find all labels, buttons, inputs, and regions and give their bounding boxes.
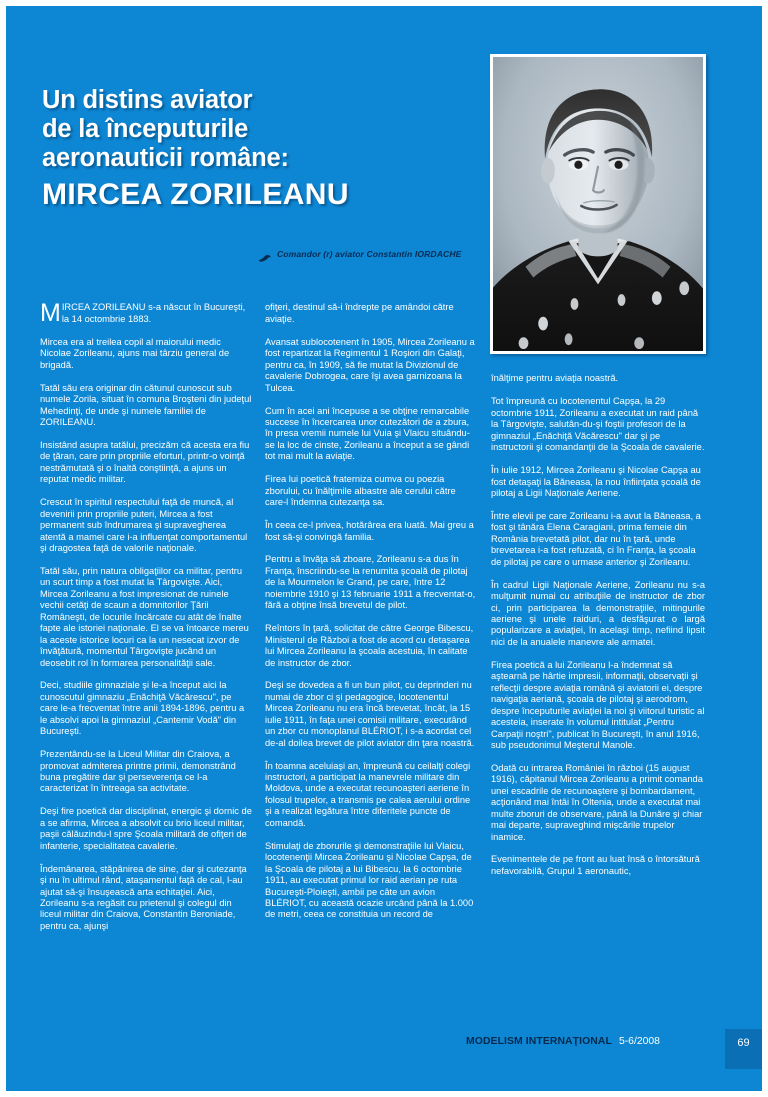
title-line-1: Un distins aviator [42, 86, 253, 114]
paragraph: Firea poetică a lui Zorileanu l-a îndemnat să aştearnă pe hârtie impresii, informaţii, observaţii şi reflecţii despre aviaţia română şi aviatorii ei, despre navigaţia aeriană, şcoala de pilotaj şi aerodrom, despre începuturile aviaţiei la noi şi viitorul turistic al acesteia, inserate în volumul intitulat „Pentru Carpaţii noştri", publicat în Bucureşti, în anul 1916, sub pseudonimul Meşterul Manole. [491, 659, 705, 750]
bird-icon [258, 250, 271, 259]
article-column-3 [491, 362, 705, 889]
title-line-2: de la începuturile [42, 115, 249, 143]
paragraph: În toamna aceluiaşi an, împreună cu ceilalţi colegi instructori, a participat la manevrele militare din Moldova, unde a executat recunoaşteri aeriene în folosul trupelor, a transmis pe calea aerului ordine şi a realizat legătura între diferitele puncte de comandă. [265, 760, 471, 828]
page-footer [466, 1036, 660, 1047]
title-line-3: aeronauticii române: [42, 144, 289, 172]
paragraph: În iulie 1912, Mircea Zorileanu şi Nicolae Capşa au fost detaşaţi la Băneasa, la nou înfiinţata şcoală de pilotaj a Ligii Naţionale Aeriene. [491, 465, 701, 498]
article-title-block [42, 86, 472, 213]
paragraph: Tot împreună cu locotenentul Capşa, la 29 octombrie 1911, Zorileanu a executat un raid până la Târgovişte, salutân-du-şi foştii profesori de la gimnaziul „Enăchiţă Văcărescu" dar şi pe instructorii şi comandanţii de la Şcoala de cavalerie. [491, 396, 705, 453]
paragraph: Pentru a învăţa să zboare, Zorileanu s-a dus în Franţa, înscriindu-se la renumita şcoală de pilotaj de la Mourmelon le Grand, pe care, între 12 noiembrie 1910 şi 13 februarie 1911 a frecventat-o, fără a obţine însă brevetul de pilot. [265, 554, 476, 611]
paragraph: Deşi se dovedea a fi un bun pilot, cu deprinderi nu numai de zbor ci şi pedagogice, locotenentul Mircea Zorileanu nu era încă brevetat, încât, la 15 iulie 1911, în faţa unei comisii militare, executând un zbor cu monoplanul BLÉRIOT, i s-a acordat cel de-al doilea brevet de pilot aviator din ţara noastră. [265, 680, 475, 748]
byline-author: Comandor (r) aviator Constantin IORDACHE [277, 249, 462, 259]
paragraph: Avansat sublocotenent în 1905, Mircea Zorileanu a fost repartizat la Regimentul 1 Roşiori din Galaţi, pentru ca, în 1909, să fie mutat la Divizionul de cavalerie Dobrogea, care îşi avea garnizoana la Tulcea. [265, 336, 475, 393]
drop-cap: M [40, 299, 61, 328]
paragraph: Cum în acei ani începuse a se obţine remarcabile succese în încercarea unor cutezători de a zbura, în presa vremii numele lui Vuia şi Vlaicu situându-se la loc de cinste, Zorileanu a început a se gândi tot mai mult la aviaţie. [265, 405, 470, 462]
paragraph-text: IRCEA ZORILEANU s-a născut în Bucureşti, la 14 octombrie 1883. [61, 302, 246, 324]
paragraph: Prezentându-se la Liceul Militar din Craiova, a promovat admiterea printre primii, demonstrând buna pregătire dar şi perseverenţa ce l-a caracterizat în întreaga sa activitate. [40, 749, 236, 794]
paragraph: ofiţeri, destinul să-i îndrepte pe amândoi către aviaţie. [265, 302, 454, 324]
paragraph: În ceea ce-l privea, hotărârea era luată. Mai greu a fost să-şi convingă familia. [265, 520, 474, 542]
paragraph: Odată cu intrarea României în război (15 august 1916), căpitanul Mircea Zorileanu a primit comanda unei escadrile de recunoaştere şi bombardament, acţionând mai întâi în Oltenia, unde a executat mai multe zboruri de observare, până la Dunăre şi chiar mai departe, supraveghind mişcările trupelor inamice. [491, 762, 703, 842]
paragraph: Insistând asupra tatălui, precizăm că acesta era fiu de ţăran, care prin propriile eforturi, printr-o voinţă nestrămutată şi o înaltă conştiinţă, a ajuns un reputat medic militar. [40, 439, 250, 485]
paragraph: Firea lui poetică fraterniza cumva cu poezia zborului, cu înălţimile albastre ale cerului către care-l îndemna cutezanţa sa. [265, 474, 456, 508]
paragraph: Stimulaţi de zborurile şi demonstraţiile lui Vlaicu, locotenenţii Mircea Zorileanu şi Nicolae Capşa, de la Şcoala de pilotaj a lui Bibescu, la 6 octombrie 1911, au executat primul lor raid aerian pe ruta Bucureşti-Ploieşti, ambii pe câte un avion BLÉRIOT, cu această ocazie urcând până la 1.000 de metri, ceea ce constituia un record de [265, 840, 474, 920]
paragraph: Deşi fire poetică dar disciplinat, energic şi dornic de a se afirma, Mircea a absolvit cu brio liceul militar, paşii călăuzindu-l spre Şcoala militară de ofiţeri de infanterie, specialitatea cavalerie. [40, 806, 252, 851]
paragraph: În cadrul Ligii Naţionale Aeriene, Zorileanu nu s-a mulţumit numai cu atribuţiile de instructor de zbor ci, prin participarea la demonstraţiile, mitingurile aeriene şi unele raiduri, a desfăşurat o largă popularizare a aviaţiei, în acelaşi timp, nefiind lipsit nici de la anualele manevre ale armatei. [491, 579, 705, 647]
paragraph: Reîntors în ţară, solicitat de către George Bibescu, Ministerul de Război a fost de acord cu detaşarea lui Mircea Zorileanu la şcoala acestuia, în calitate de instructor de zbor. [265, 623, 474, 668]
paragraph [40, 299, 252, 328]
paragraph: Mircea era al treilea copil al maiorului medic Nicolae Zorileanu, ajuns mai târziu general de brigadă. [40, 336, 230, 370]
paragraph: Crescut în spiritul respectului faţă de muncă, al devenirii prin propriile puteri, Mircea a fost permanent sub îndrumarea şi supravegherea atentă a mamei care i-a influenţat comportamentul şi dragostea faţă de valorile naţionale. [40, 497, 248, 553]
portrait-photo [493, 57, 703, 351]
article-subject-name: MIRCEA ZORILEANU [42, 178, 349, 211]
paragraph: Tatăl său, prin natura obligaţiilor ca militar, pentru un scurt timp a fost mutat la Târgovişte. Aici, Mircea Zorileanu a fost impresionat de ruinele vechii cetăţi de scaun a domnitorilor Ţării Româneşti, de locurile încărcate cu atât de înalte fapte ale istoriei naţionale. El se va întoarce mereu la aceste istorice locuri ca la un nesecat izvor de învăţătură, momentul Târgovişte jucând un deosebit rol în formarea personalităţii sale. [40, 565, 249, 668]
article-column-2 [265, 291, 477, 932]
article-column-1 [40, 291, 252, 944]
magazine-name: MODELISM INTERNAŢIONAL [466, 1036, 612, 1047]
paragraph: Evenimentele de pe front au luat însă o întorsătură nefavorabilă, Grupul 1 aeronautic, [491, 854, 700, 876]
paragraph: Tatăl său era originar din cătunul cunoscut sub numele Zorila, situat în comuna Broşteni din judeţul Mehedinţi, de unde şi numele familiei de ZORILEANU. [40, 382, 252, 427]
byline [258, 249, 461, 259]
portrait-photo-frame [490, 54, 706, 354]
page-number: 69 [725, 1029, 762, 1069]
paragraph: Îndemânarea, stăpânirea de sine, dar şi cutezanţa şi nu în ultimul rând, ataşamentul faţă de cal, l-au ajutat să-şi însuşească arta echitaţiei. Aici, Zorileanu s-a regăsit cu prietenul şi colegul din liceul militar din Craiova, Constantin Beroniade, pentru ca, ajunşi [40, 863, 247, 931]
paragraph: înălţime pentru aviaţia noastră. [491, 373, 619, 384]
paragraph: Între elevii pe care Zorileanu i-a avut la Băneasa, a fost şi tânăra Elena Caragiani, prima femeie din România brevetată pilot, dar nu în ţară, unde brevetarea i-a fost refuzată, ci în Franţa, la şcoala de pilotaj pe care o urmase anterior şi Zorileanu. [491, 510, 701, 567]
issue-number: 5-6/2008 [618, 1036, 660, 1047]
paragraph: Deci, studiile gimnaziale şi le-a început aici la cunoscutul gimnaziu „Enăchiţă Văcărescu", pe care le-a frecventat între anii 1894-1896, pentru a le absolvi apoi la gimnaziul „Cantemir Vodă" din Bucureşti. [40, 680, 245, 737]
